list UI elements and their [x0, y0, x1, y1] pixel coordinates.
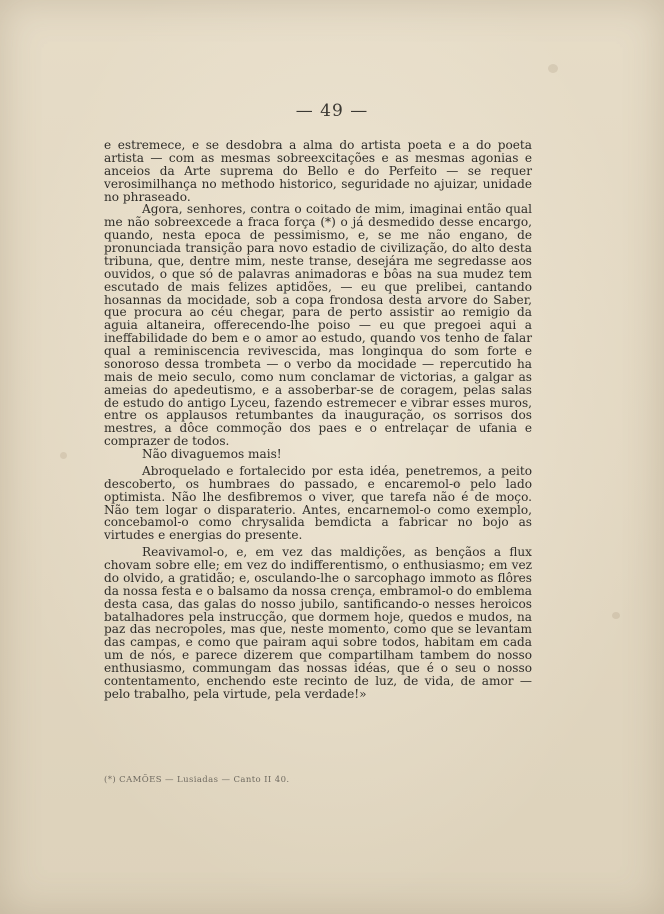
page-number: — 49 —	[295, 101, 369, 121]
footnote: (*) CAMÕES — Lusiadas — Canto II 40.	[104, 775, 290, 785]
body-text	[104, 139, 532, 701]
paragraph: Agora, senhores, contra o coitado de mim, imaginai então qual me não sobreexcede a fraca força (*) o já desmedido desse encargo, quando, nesta epoca de pessimismo, e, se me não engano, de pronunciada transição para novo estadio de civilização, do alto desta tribuna, que, dentre mim, neste transe, desejára me segredasse aos ouvidos, o que só de palavras animadoras e bôas na sua mudez tem escutado de mais felizes aptidões, — eu que prelibei, cantando hosannas da mocidade, sob a copa frondosa desta arvore do Saber, que procura ao céu chegar, para de perto assistir ao remigio da aguia altaneira, offerecendo-lhe poiso — eu que pregoei aqui a ineffabilidade do bem e o amor ao estudo, quando vos tenho de falar qual a reminiscencia revivescida, mas longinqua do som forte e sonoroso dessa trombeta — o verbo da mocidade — repercutido ha mais de meio seculo, como num conclamar de victorias, a galgar as ameias do apedeutismo, e a assoberbar-se de coragem, pelas salas de estudo do antigo Lyceu, fazendo estremecer e vibrar esses muros, entre os applausos retumbantes da inauguração, os sorrisos dos mestres, a dôce commoção dos paes e o entrelaçar de ufania e comprazer de todos.	[104, 202, 532, 449]
paragraph: Não divaguemos mais!	[142, 447, 282, 461]
paragraph: e estremece, e se desdobra a alma do artista poeta e a do poeta artista — com as mesmas sobreexcitações e as mesmas agonias e anceios da Arte suprema do Bello e do Perfeito — se requer verosimilhança no methodo historico, seguridade no ajuizar, unidade no phrasеado.	[104, 138, 532, 204]
foxing-spot	[548, 64, 558, 73]
foxing-spot	[60, 452, 67, 459]
paragraph: Reavivamol-o, e, em vez das maldições, as bençãos a flux chovam sobre elle; em vez do indifferentismo, o enthusiasmo; em vez do olvido, a gratidão; e, osculando-lhe o sarcophago immoto as flôres da nossa festa e o balsamo da nossa crença, embramol-o do emblema desta casa, das galas do nosso jubilo, santificando-o nesses heroicos batalhadores pela instrucção, que dormem hoje, quedos e mudos, na paz das necropoles, mas que, neste momento, como que se levantam das campas, e como que pairam aqui sobre todos, habitam em cada um de nós, e parece dizerem que compartilham tambem do nosso enthusiasmo, commungam das nossas idéas, que é o seu o nosso contentamento, enchendo este recinto de luz, de vida, de amor — pelo trabalho, pela virtude, pela verdade!»	[104, 545, 532, 701]
paragraph: Abroquelado e fortalecido por esta idéa, penetremos, a peito descoberto, os humbraes do passado, e encaremol-o pelo lado optimista. Não lhe desfibremos o viver, que tarefa não é de moço. Não tem logar o disparaterio. Antes, encarnemol-o como exemplo, concebamol-o como chrysalida bemdicta a fabricar no bojo as virtudes e energias do presente.	[104, 463, 532, 543]
foxing-spot	[612, 612, 620, 619]
